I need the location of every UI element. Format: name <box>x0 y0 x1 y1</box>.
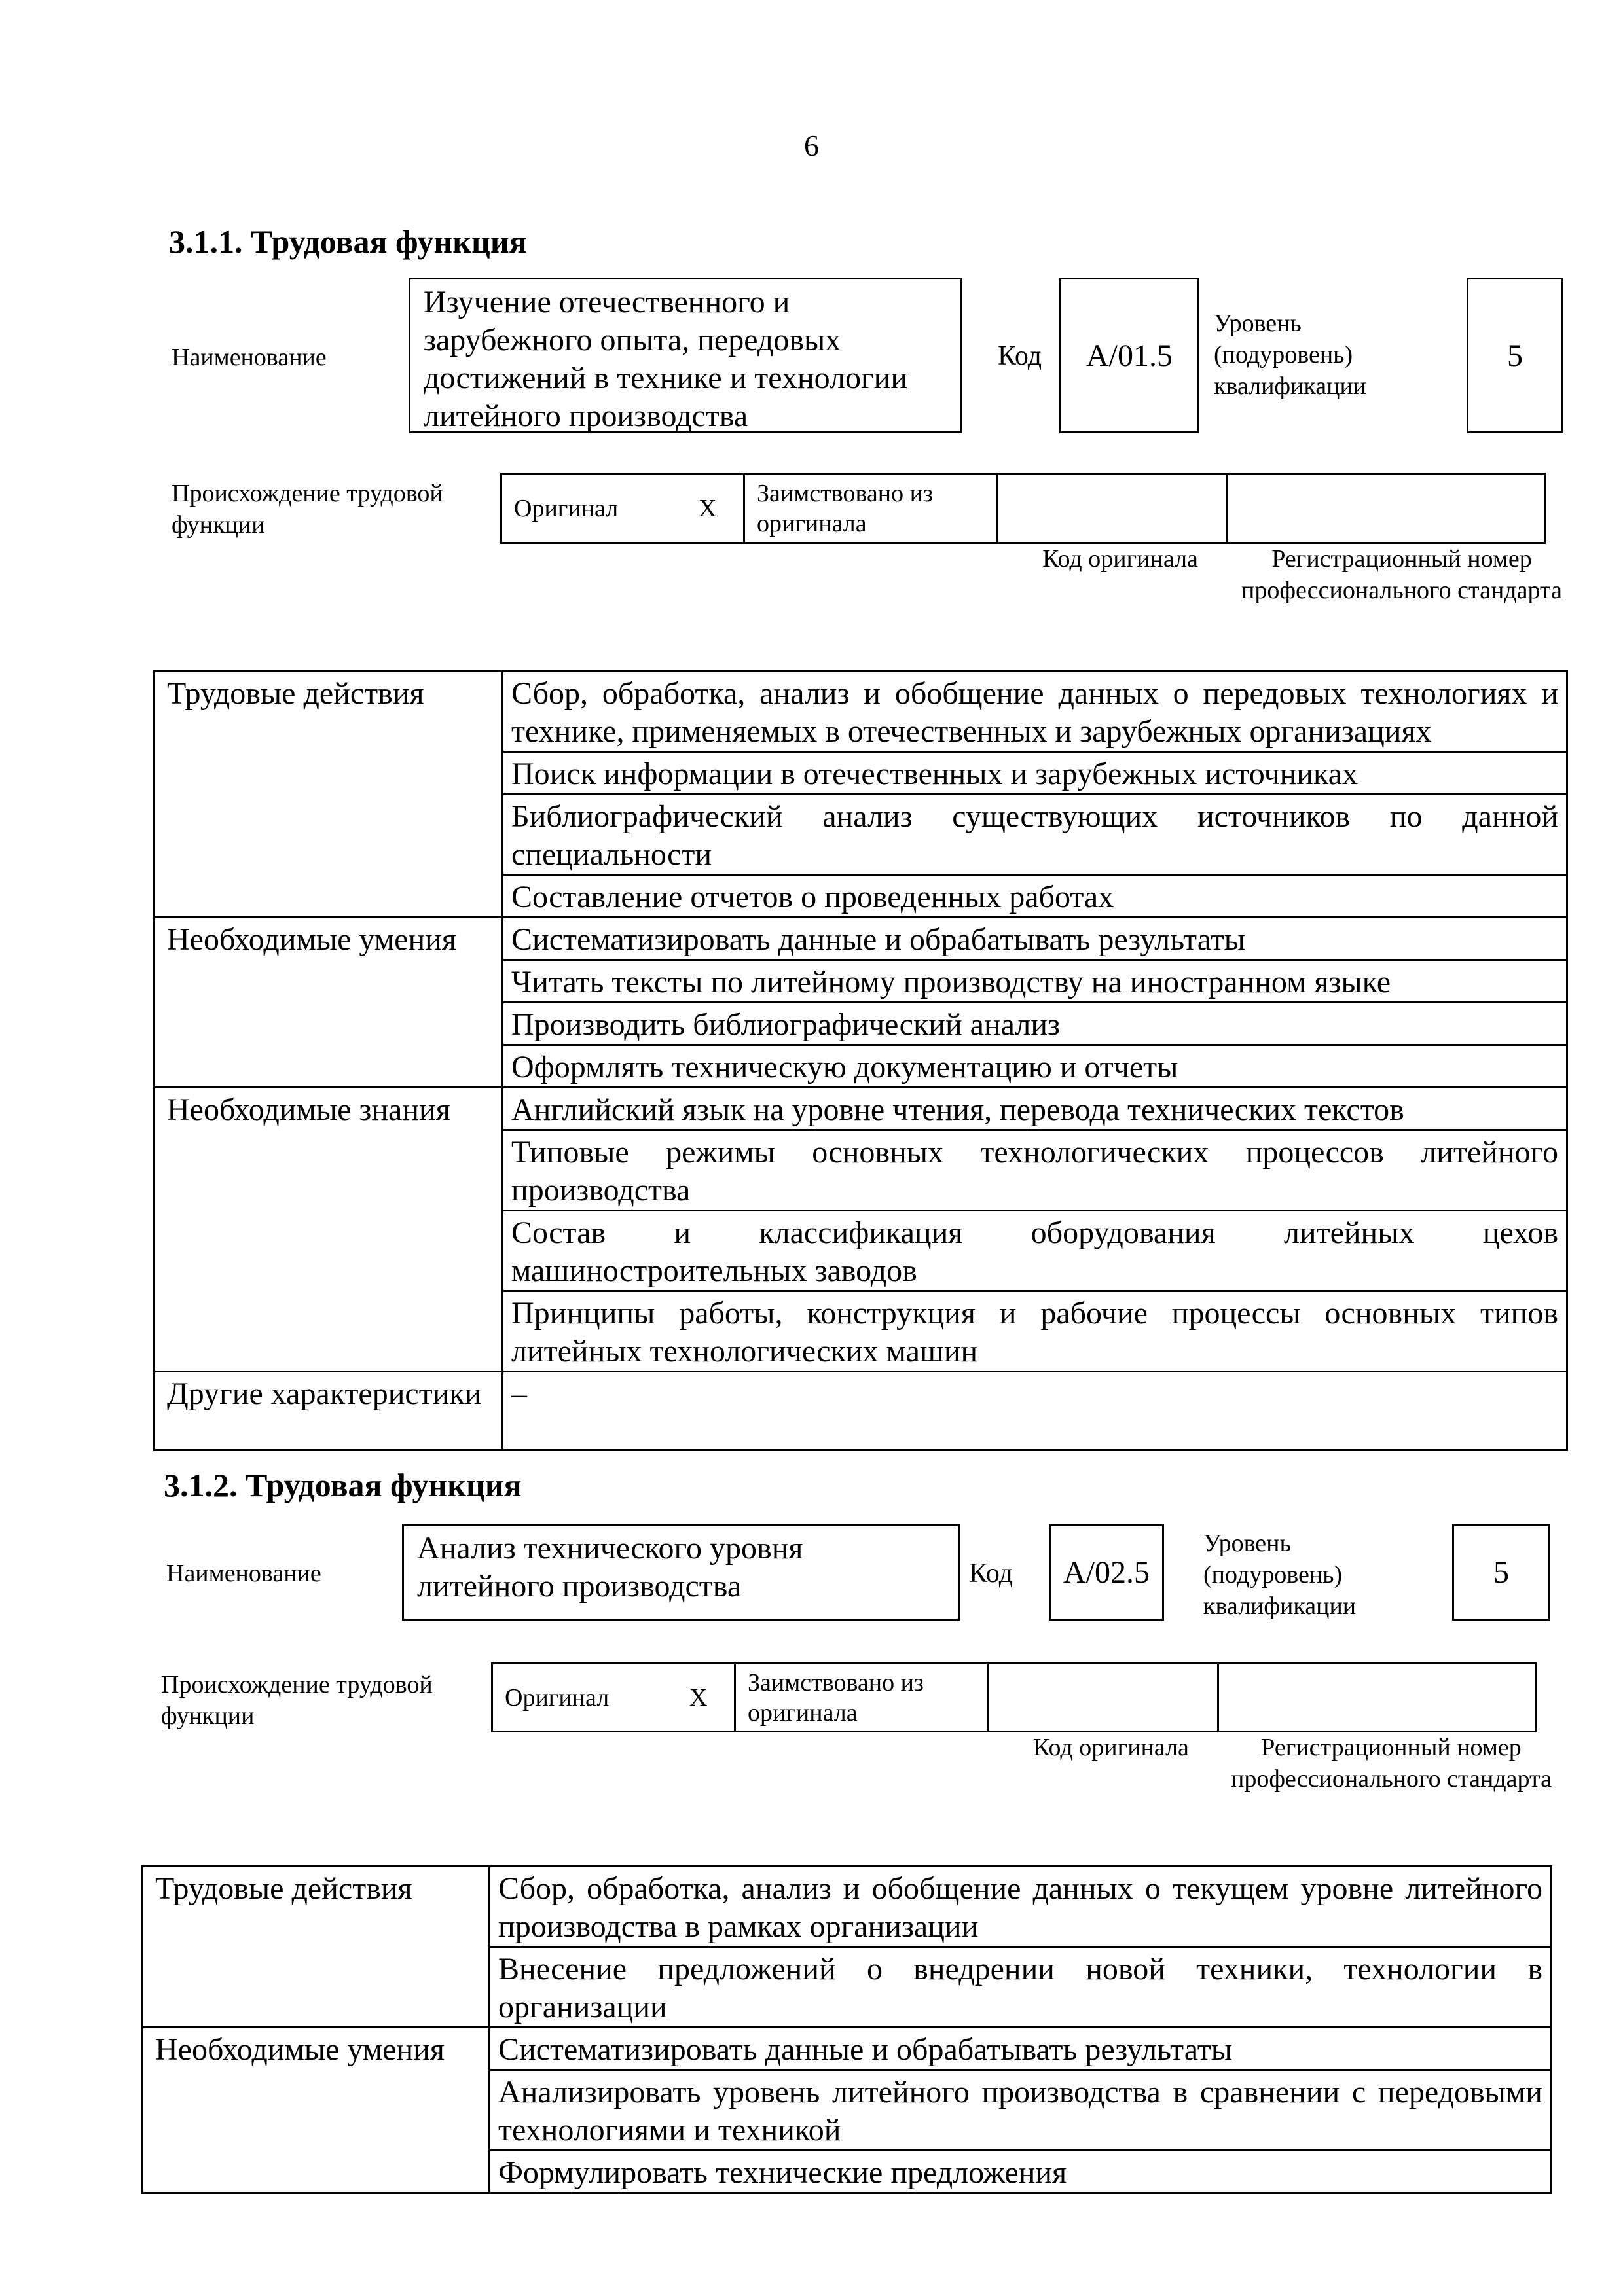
group-item: Типовые режимы основных технологических процессов литейного производства <box>503 1130 1567 1211</box>
group-item: Читать тексты по литейному производству на иностранном языке <box>503 960 1567 1003</box>
function-name-box: Изучение отечественного и зарубежного опыта, передовых достижений в технике и технологии литейного производства <box>409 278 962 433</box>
origin-label: Происхождение трудовой функции <box>172 480 443 539</box>
group-item: Составление отчетов о проведенных работах <box>503 875 1567 918</box>
name-label: Наименование <box>172 344 327 371</box>
group-label: Необходимые умения <box>155 918 503 1088</box>
original-mark: X <box>687 474 744 543</box>
group-item: Производить библиографический анализ <box>503 1003 1567 1045</box>
code-label: Код <box>998 341 1042 371</box>
group-item: Принципы работы, конструкция и рабочие процессы основных типов литейных технологических машин <box>503 1291 1567 1372</box>
reg-number-cell <box>1218 1664 1536 1732</box>
origin-table <box>500 473 1546 544</box>
original-label: Оригинал <box>492 1664 678 1732</box>
reg-number-caption: Регистрационный номер профессионального стандарта <box>1241 545 1562 604</box>
level-value-box: 5 <box>1467 278 1563 433</box>
group-label: Необходимые умения <box>143 2028 490 2193</box>
group-item: Состав и классификация оборудования литейных цехов машиностроительных заводов <box>503 1211 1567 1291</box>
level-label: Уровень (подуровень) квалификации <box>1203 1530 1357 1620</box>
function-name-box: Анализ технического уровня литейного производства <box>402 1524 960 1621</box>
original-mark: X <box>678 1664 735 1732</box>
code-label: Код <box>969 1558 1013 1588</box>
section-title: 3.1.1. Трудовая функция <box>169 223 527 260</box>
reg-number-cell <box>1228 474 1545 543</box>
borrowed-label: Заимствовано из оригинала <box>744 474 998 543</box>
code-value-box: А/02.5 <box>1049 1524 1164 1621</box>
group-item: Внесение предложений о внедрении новой техники, технологии в организации <box>490 1947 1552 2028</box>
origin-table <box>491 1662 1537 1732</box>
borrowed-label: Заимствовано из оригинала <box>735 1664 989 1732</box>
group-item: Сбор, обработка, анализ и обобщение данных о текущем уровне литейного производства в рамках организации <box>490 1867 1552 1947</box>
origin-label: Происхождение трудовой функции <box>161 1671 433 1730</box>
orig-code-caption: Код оригинала <box>1042 545 1198 573</box>
group-item: Систематизировать данные и обрабатывать результаты <box>503 918 1567 960</box>
group-label: Необходимые знания <box>155 1088 503 1372</box>
group-item: Систематизировать данные и обрабатывать результаты <box>490 2028 1552 2070</box>
orig-code-caption: Код оригинала <box>1033 1734 1189 1761</box>
reg-number-caption: Регистрационный номер профессионального стандарта <box>1231 1734 1552 1793</box>
original-code-cell <box>989 1664 1218 1732</box>
page-number: 6 <box>804 129 819 162</box>
group-label: Трудовые действия <box>155 672 503 918</box>
group-item: Сбор, обработка, анализ и обобщение данных о передовых технологиях и технике, применяемых в отечественных и зарубежных организациях <box>503 672 1567 752</box>
group-item: Библиографический анализ существующих источников по данной специальности <box>503 795 1567 875</box>
section-title: 3.1.2. Трудовая функция <box>164 1467 522 1503</box>
function-details-table <box>141 1865 1552 2194</box>
group-item: Анализировать уровень литейного производства в сравнении с передовыми технологиями и техникой <box>490 2070 1552 2151</box>
group-label: Трудовые действия <box>143 1867 490 2028</box>
group-item: Английский язык на уровне чтения, перевода технических текстов <box>503 1088 1567 1130</box>
group-label: Другие характеристики <box>155 1372 503 1450</box>
level-value-box: 5 <box>1452 1524 1550 1621</box>
name-label: Наименование <box>166 1560 321 1587</box>
function-details-table <box>153 670 1568 1451</box>
group-item: – <box>503 1372 1567 1450</box>
group-item: Оформлять техническую документацию и отчеты <box>503 1045 1567 1088</box>
original-label: Оригинал <box>501 474 687 543</box>
group-item: Поиск информации в отечественных и зарубежных источниках <box>503 752 1567 795</box>
group-item: Формулировать технические предложения <box>490 2151 1552 2193</box>
code-value-box: А/01.5 <box>1059 278 1199 433</box>
original-code-cell <box>998 474 1228 543</box>
level-label: Уровень (подуровень) квалификации <box>1214 310 1367 400</box>
